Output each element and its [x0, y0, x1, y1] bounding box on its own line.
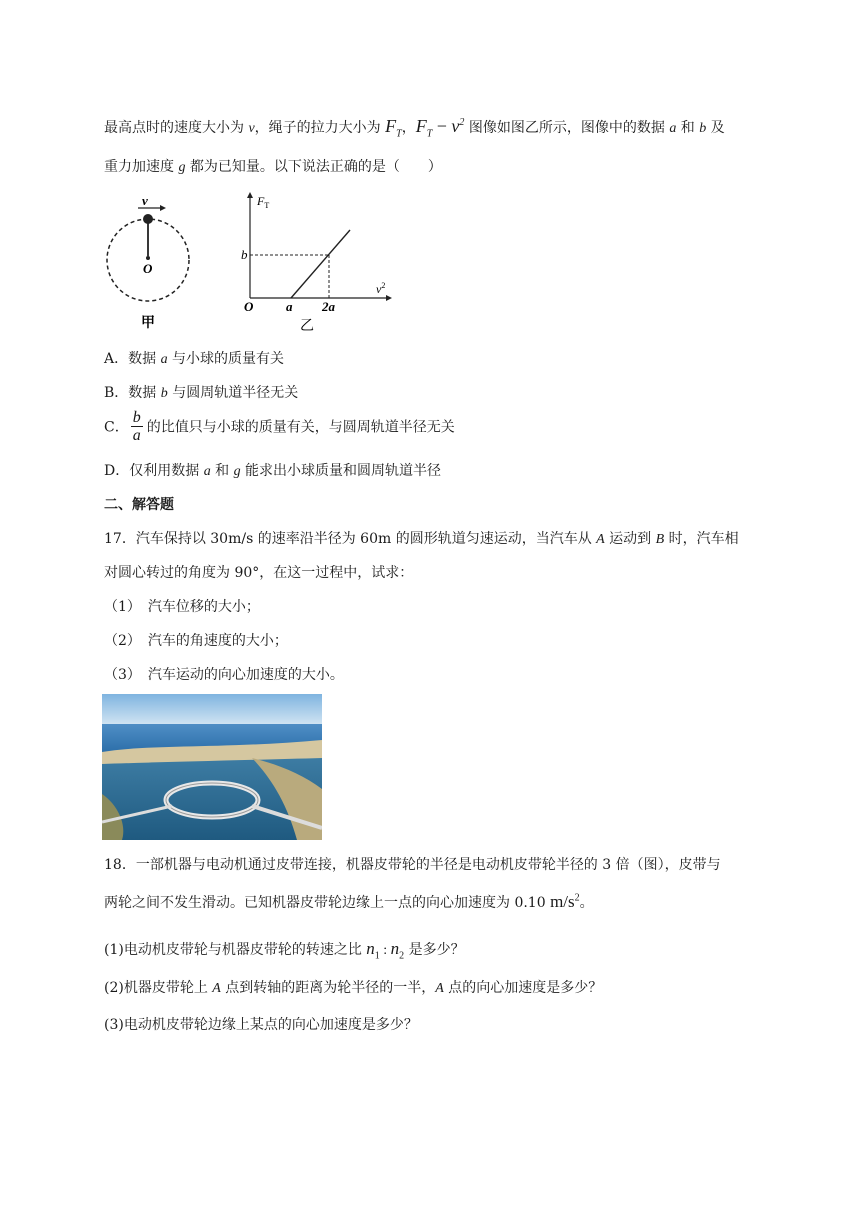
caption-jia: 甲 [141, 315, 155, 331]
q17-line2: 对圆心转过的角度为 90°，在这一过程中，试求： [104, 565, 414, 581]
caption-yi: 乙 [300, 318, 314, 334]
figure-yi [236, 190, 396, 340]
text: ，绳子的拉力大小为 [254, 120, 386, 136]
label-a: a [286, 299, 293, 314]
option-a [104, 348, 284, 368]
q17-sub2: （2） 汽车的角速度的大小； [104, 633, 288, 649]
var-n1: $n_1$ [366, 939, 380, 962]
q17-sub1: （1） 汽车位移的大小； [104, 599, 260, 615]
var: b [160, 386, 168, 401]
label-origin: O [244, 299, 254, 314]
q18-sub1 [104, 939, 465, 961]
label-o: O [143, 261, 153, 276]
text: 17．汽车保持以 30m/s 的速率沿半径为 60m 的圆形轨道匀速运动，当汽车从 [104, 531, 597, 547]
text: 与小球的质量有关 [167, 351, 285, 367]
text: 都为已知量。以下说法正确的是（ ） [185, 159, 442, 175]
var-A: A [435, 981, 444, 996]
label-b: b [241, 247, 248, 262]
q17-sub3: （3） 汽车运动的向心加速度的大小。 [104, 667, 344, 683]
var-v2: $v^2$ [451, 116, 465, 136]
q18-sub3: (3)电动机皮带轮边缘上某点的向心加速度是多少？ [104, 1017, 418, 1033]
text: 和 [210, 463, 234, 479]
var-b: b [699, 121, 707, 136]
x-axis-arrow-icon [386, 295, 392, 301]
text: 及 [706, 120, 725, 136]
minus: − [432, 116, 452, 136]
center-point [146, 256, 150, 260]
text: 和 [676, 120, 700, 136]
label-v: v [142, 196, 148, 208]
fraction-b-over-a: $\frac{b}{a}$ [132, 409, 141, 444]
text: 点的向心加速度是多少？ [443, 980, 603, 996]
q16-stem-line2 [104, 156, 442, 176]
q17-line1 [104, 528, 739, 548]
text: 。 [579, 895, 594, 911]
var-FT: $F_T$ [385, 116, 402, 140]
text: 的比值只与小球的质量有关，与圆周轨道半径无关 [146, 419, 455, 436]
text: 图像如图乙所示，图像中的数据 [464, 120, 670, 136]
y-axis-arrow-icon [247, 192, 253, 198]
label-v2: $v^2$ [376, 281, 386, 296]
var-A: A [596, 532, 605, 547]
text: 点到转轴的距离为轮半径的一半， [220, 980, 436, 996]
option-c [104, 409, 455, 444]
var-A: A [212, 981, 221, 996]
text: (1)电动机皮带轮与机器皮带轮的转速之比 [104, 942, 367, 958]
var-g: g [178, 160, 186, 175]
var: a [203, 464, 211, 479]
figure-jia [100, 196, 210, 332]
q18-line2 [104, 892, 594, 912]
var: a [160, 352, 168, 367]
text: 与圆周轨道半径无关 [167, 385, 299, 401]
text: 时，汽车相 [664, 531, 739, 547]
text: D．仅利用数据 [104, 463, 204, 479]
unit: $m/s^2$ [550, 892, 580, 911]
var-v: v [248, 121, 255, 136]
text: ， [401, 120, 416, 136]
bridge-photo [102, 694, 322, 840]
section-title: 二、解答题 [104, 497, 174, 513]
colon: : [379, 943, 391, 958]
option-b [104, 382, 298, 402]
q18-line1: 18．一部机器与电动机通过皮带连接，机器皮带轮的半径是电动机皮带轮半径的 3 倍（图），皮带与 [104, 857, 721, 873]
label-FT: $F_T$ [257, 194, 270, 210]
text: 是多少？ [404, 942, 465, 958]
text: 两轮之间不发生滑动。已知机器皮带轮边缘上一点的向心加速度为 0.10 [104, 895, 551, 911]
text: 能求出小球质量和圆周轨道半径 [240, 463, 442, 479]
text: 运动到 [604, 531, 656, 547]
var: g [233, 464, 241, 479]
graph-line [291, 230, 350, 298]
q18-sub2 [104, 977, 602, 997]
var-B: B [655, 532, 665, 547]
text: 重力加速度 [104, 159, 179, 175]
text: B．数据 [104, 385, 161, 401]
text: A．数据 [104, 351, 161, 367]
label-2a: 2a [322, 299, 335, 314]
q16-stem-line1 [104, 116, 725, 140]
var-FT2: $F_T$ [415, 116, 433, 140]
var-a: a [669, 121, 677, 136]
arrowhead-icon [160, 205, 166, 211]
text: (2)机器皮带轮上 [104, 980, 213, 996]
var-n2: $n_2$ [390, 939, 405, 962]
text: 最高点时的速度大小为 [104, 120, 249, 136]
text: C． [104, 419, 129, 436]
ball [143, 214, 153, 224]
option-d [104, 460, 441, 480]
